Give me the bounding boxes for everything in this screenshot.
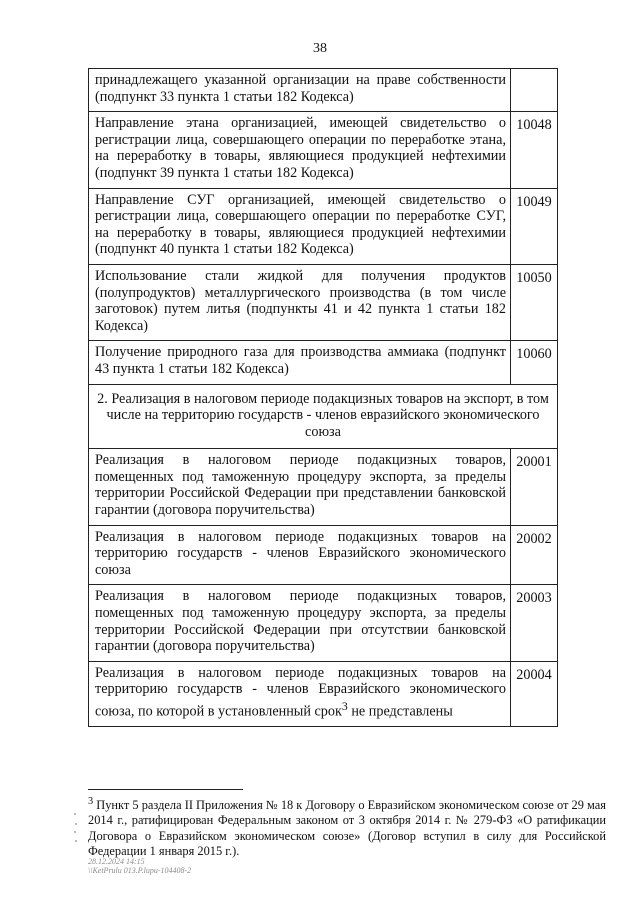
footnote-separator bbox=[88, 789, 243, 790]
operation-description-text: Реализация в налоговом периоде подакцизных товаров на территорию государств - членов Евразийского экономического союза, по которой в установленный срок bbox=[95, 664, 506, 720]
operation-description bbox=[89, 661, 511, 727]
page-number: 38 bbox=[313, 41, 327, 56]
operation-description: Использование стали жидкой для получения продуктов (полупродуктов) металлургического производства (в том числе заготовок) путем литья (подпункты 41 и 42 пункта 1 статьи 182 Кодекса) bbox=[89, 264, 511, 340]
operation-code: 20001 bbox=[511, 449, 558, 525]
footnote-reference: 3 bbox=[341, 699, 348, 713]
table-row bbox=[89, 585, 558, 661]
operation-code: 20003 bbox=[511, 585, 558, 661]
footnote bbox=[88, 794, 606, 859]
codes-table bbox=[88, 68, 558, 727]
operation-description-text-continued: не представлены bbox=[347, 703, 453, 720]
operation-code: 10050 bbox=[511, 264, 558, 340]
table-row bbox=[89, 525, 558, 585]
table-row bbox=[89, 661, 558, 727]
footnote-marker: 3 bbox=[88, 796, 94, 807]
operation-description: Реализация в налоговом периоде подакцизных товаров, помещенных под таможенную процедуру экспорта, за пределы территории Российской Федерации при представлении банковской гарантии (договора поручительства) bbox=[89, 449, 511, 525]
operation-description: Реализация в налоговом периоде подакцизных товаров, помещенных под таможенную процедуру экспорта, за пределы территории Российской Федерации при отсутствии банковской гарантии (договора поручительства) bbox=[89, 585, 511, 661]
operation-description: Направление СУГ организацией, имеющей свидетельство о регистрации лица, совершающего операции по переработке СУГ, на переработку в товары, являющиеся продукцией нефтехимии (подпункт 40 пункта 1 статьи 182 Кодекса) bbox=[89, 188, 511, 264]
operation-description: Получение природного газа для производства аммиака (подпункт 43 пункта 1 статьи 182 Кодекса) bbox=[89, 341, 511, 384]
operation-description: Реализация в налоговом периоде подакцизных товаров на территорию государств - членов Евразийского экономического союза bbox=[89, 525, 511, 585]
operation-code: 20004 bbox=[511, 661, 558, 727]
print-stamp-date: 28.12.2024 14:15 bbox=[88, 857, 145, 866]
operation-code: 10060 bbox=[511, 341, 558, 384]
table-row bbox=[89, 112, 558, 188]
footnote-text: Пункт 5 раздела II Приложения № 18 к Договору о Евразийском экономическом союзе от 29 мая 2014 г., ратифицирован Федеральным законом от 3 октября 2014 г. № 279-ФЗ «О ратификации Договора о Евразийском экономическом союзе» (Договор вступил в силу для Российской Федерации 1 января 2015 г.). bbox=[88, 798, 606, 859]
table-row bbox=[89, 264, 558, 340]
section-title: 2. Реализация в налоговом периоде подакцизных товаров на экспорт, в том числе на территорию государств - членов евразийского экономического союза bbox=[89, 384, 558, 449]
operation-code bbox=[511, 69, 558, 112]
operation-code: 20002 bbox=[511, 525, 558, 585]
margin-marks bbox=[72, 810, 80, 850]
table-row bbox=[89, 69, 558, 112]
operation-code: 10049 bbox=[511, 188, 558, 264]
operation-description: Направление этана организацией, имеющей свидетельство о регистрации лица, совершающего операции по переработке этана, на переработку в товары, являющиеся продукцией нефтехимии (подпункт 39 пункта 1 статьи 182 Кодекса) bbox=[89, 112, 511, 188]
table-row bbox=[89, 341, 558, 384]
operation-description: принадлежащего указанной организации на праве собственности (подпункт 33 пункта 1 статьи 182 Кодекса) bbox=[89, 69, 511, 112]
section-header-row bbox=[89, 384, 558, 449]
print-stamp-path: \\KetPrulu 013.P.lupu-104408-2 bbox=[88, 866, 192, 875]
operation-code: 10048 bbox=[511, 112, 558, 188]
codes-table-body bbox=[89, 69, 558, 727]
print-stamp bbox=[88, 857, 191, 875]
table-row bbox=[89, 188, 558, 264]
table-row bbox=[89, 449, 558, 525]
